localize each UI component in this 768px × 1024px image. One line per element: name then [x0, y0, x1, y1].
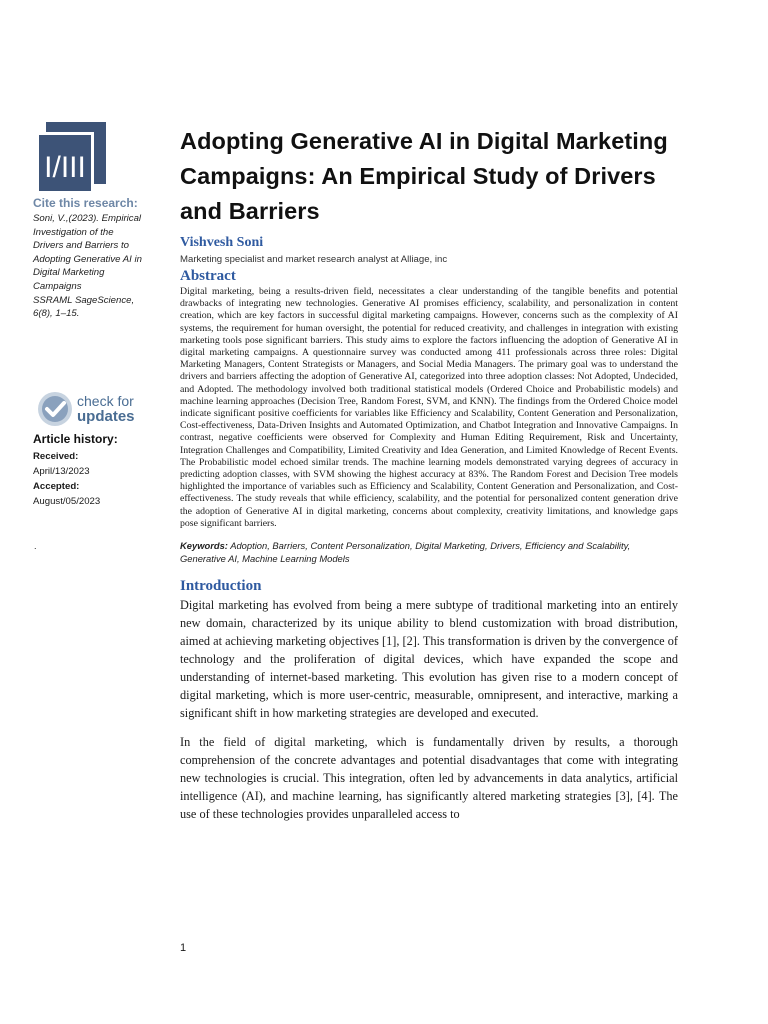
paper-title: Adopting Generative AI in Digital Marketing Campaigns: An Empirical Study of Drivers and Barriers: [180, 128, 668, 224]
author-name: Vishvesh Soni: [180, 235, 264, 250]
citation-line: Investigation of the: [33, 226, 114, 238]
intro-paragraph: Digital marketing has evolved from being a mere subtype of traditional marketing into an entirely new domain, characterized by its unique ability to blend customization with broad distribution, aimed at achieving marketing objectives [1], [2]. This transformation is driven by the convergence of technology and the proliferation of digital devices, which have expanded the scope and understanding of internet-based marketing. This evolution has given rise to a modern concept of digital marketing, which is more user-centric, measurable, omnipresent, and interactive, marking a significant shift in how marketing strategies are developed and executed.: [180, 598, 678, 721]
abstract-heading: Abstract: [180, 268, 236, 284]
citation-line: Drivers and Barriers to: [33, 240, 129, 252]
logo-glyph: I/III: [44, 151, 86, 184]
keywords: [180, 540, 678, 565]
accepted-date: August/05/2023: [33, 496, 101, 507]
citation-line: SSRAML SageScience,: [33, 294, 135, 306]
citation-line: 6(8), 1–15.: [33, 308, 80, 320]
citation-line: Campaigns: [33, 280, 82, 292]
journal-logo: [36, 122, 106, 194]
page-number: 1: [180, 942, 187, 954]
citation-line: Soni, V.,(2023). Empirical: [33, 213, 142, 224]
citation-text: [33, 212, 163, 321]
accepted-label: Accepted:: [33, 481, 80, 492]
journal-logo-icon: [36, 122, 106, 194]
cite-label: Cite this research:: [33, 196, 138, 210]
paper-main: [180, 124, 678, 823]
received-date: April/13/2023: [33, 466, 90, 477]
check-updates-line1: check for: [77, 393, 134, 409]
abstract-text: Digital marketing, being a results-driven field, necessitates a clear understanding of the tangible benefits and potential drawbacks of integrating new technologies. Generative AI promises efficiency, scalability, and personalization in content creation, which are key factors in successful digital marketing campaigns. However, concerns such as the complexity of AI systems, the requirement for human oversight, the potential for reduced creativity, and challenges in integration with existing marketing tools pose significant barriers. This study aims to explore the factors influencing the adoption of Generative AI in digital marketing campaigns. A questionnaire survey was conducted among 411 professionals across three roles: Digital Marketing Managers, Content Strategists or Managers, and Social Media Managers. The primary goal was to understand the drivers and barriers affecting the adoption of Generative AI, categorized into three adoption classes: Not Adopted, Undecided, and Adopted. The methodology involved both traditional statistical models (Ordered Choice and Probabilistic models) and machine learning approaches (Decision Tree, Random Forest, SVM, and KNN). The findings from the Ordered Choice model indicate significant positive coefficients for variables like Efficiency and Scalability, Content Generation and Personalization, Cost-effectiveness, Data-Driven Insights and Automated Optimization, and Chatbot Integration and Innovative Campaigns. In contrast, negative coefficients were observed for Complexity and Human Editing Requirement, Risk and Uncertainty, Integration Challenges and Compatibility, Limited Creativity and Idea Generation, and Limited Knowledge of Recent Events. The Probabilistic model echoed similar trends. The machine learning models demonstrated varying degrees of accuracy in predicting adoption classes, with SVM showing the highest accuracy at 83%. The Random Forest and Decision Tree models highlighted the importance of variables such as Efficiency and Scalability, Content Generation and Personalization, and Cost-effectiveness. The study reveals that while efficiency, scalability, and the potential for personalized content generation drive the adoption of Generative AI in digital marketing, concerns about complexity, creativity limitations, and knowledge gaps pose significant barriers.: [180, 286, 678, 529]
article-history: [33, 432, 163, 509]
received-label: Received:: [33, 451, 79, 462]
check-for-updates-button[interactable]: [37, 389, 147, 429]
citation-line: Adopting Generative AI in: [33, 253, 142, 265]
introduction-heading: Introduction: [180, 578, 262, 595]
check-updates-icon: [37, 391, 73, 427]
history-title: Article history:: [33, 432, 118, 446]
author-affiliation: Marketing specialist and market research analyst at Alliage, inc: [180, 254, 448, 265]
keywords-list: Adoption, Barriers, Content Personalization, Digital Marketing, Drivers, Efficiency and Scalability, Generative AI, Machine Learning Models: [180, 540, 631, 564]
citation-line: Digital Marketing: [33, 267, 105, 279]
stray-dot: .: [34, 541, 37, 551]
intro-paragraph: In the field of digital marketing, which is fundamentally driven by results, a thorough comprehension of the concrete advantages and potential disadvantages that come with integrating new technologies is crucial. This integration, often led by advancements in data analytics, artificial intelligence (AI), and machine learning, has significantly altered marketing strategies [3], [4]. The use of these technologies provides unparalleled access to: [180, 735, 678, 822]
keywords-label: Keywords:: [180, 540, 228, 552]
citation-panel: [33, 196, 163, 321]
check-updates-line2: updates: [77, 408, 135, 425]
